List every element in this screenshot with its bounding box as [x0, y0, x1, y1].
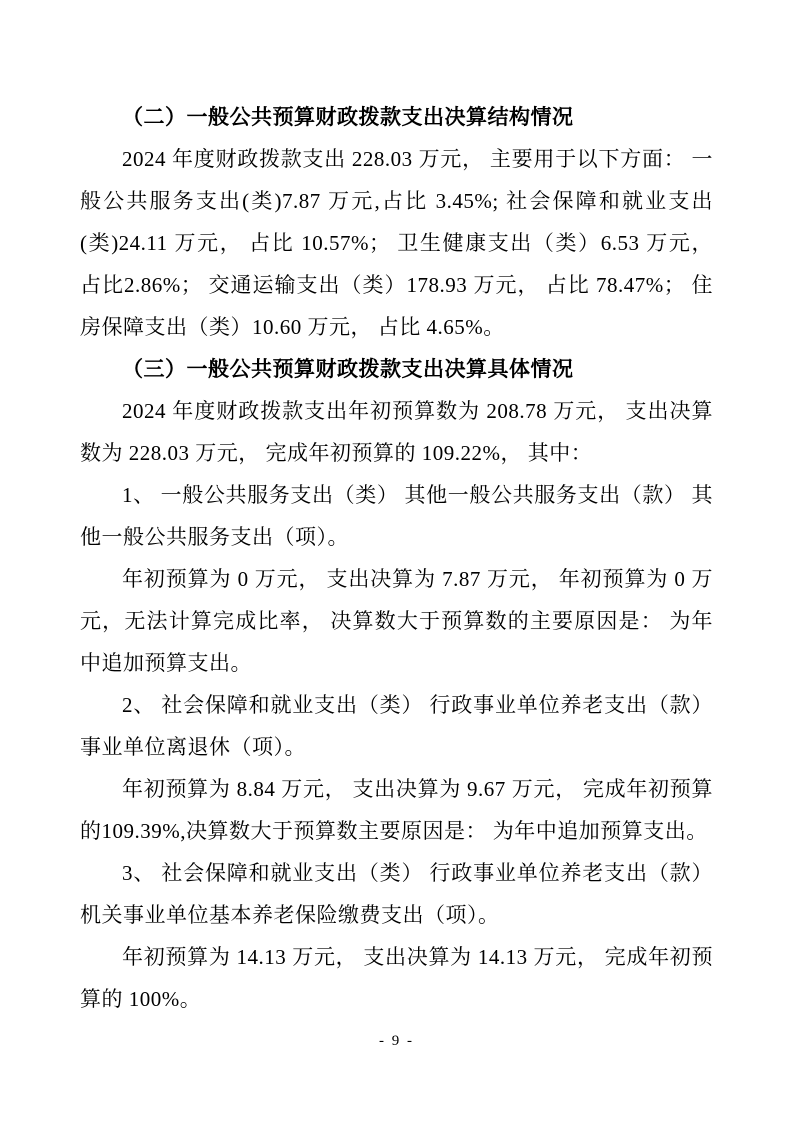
paragraph-expenditure-structure: 2024 年度财政拨款支出 228.03 万元， 主要用于以下方面： 一般公共服务支出(类)7.87 万元,占比 3.45%; 社会保障和就业支出(类)24.11 万元， 占比 10.57%； 卫生健康支出（类）6.53 万元， 占比2.86%； 交通运输支出（类）178.93 万元， 占比 78.47%； 住房保障支出（类）10.60 万元， 占比 4.65%。	[80, 147, 713, 339]
paragraph-overall-budget: 2024 年度财政拨款支出年初预算数为 208.78 万元， 支出决算数为 228.03 万元， 完成年初预算的 109.22%， 其中：	[80, 399, 713, 465]
paragraph-item-2-title: 2、 社会保障和就业支出（类） 行政事业单位养老支出（款） 事业单位离退休（项）。	[80, 693, 713, 759]
document-body	[80, 96, 713, 1020]
section-heading-3: （三）一般公共预算财政拨款支出决算具体情况	[122, 357, 574, 381]
paragraph-item-3-title: 3、 社会保障和就业支出（类） 行政事业单位养老支出（款） 机关事业单位基本养老保险缴费支出（项）。	[80, 861, 713, 927]
paragraph-item-2-detail: 年初预算为 8.84 万元， 支出决算为 9.67 万元， 完成年初预算的109.39%,决算数大于预算数主要原因是： 为年中追加预算支出。	[80, 777, 713, 843]
paragraph-item-1-title: 1、 一般公共服务支出（类） 其他一般公共服务支出（款） 其他一般公共服务支出（项）。	[80, 483, 713, 549]
page-number: - 9 -	[379, 1033, 414, 1049]
section-heading-2: （二）一般公共预算财政拨款支出决算结构情况	[122, 105, 574, 129]
paragraph-item-3-detail: 年初预算为 14.13 万元， 支出决算为 14.13 万元， 完成年初预算的 100%。	[80, 945, 713, 1011]
paragraph-item-1-detail: 年初预算为 0 万元， 支出决算为 7.87 万元， 年初预算为 0 万元，无法计算完成比率， 决算数大于预算数的主要原因是： 为年中追加预算支出。	[80, 567, 713, 675]
